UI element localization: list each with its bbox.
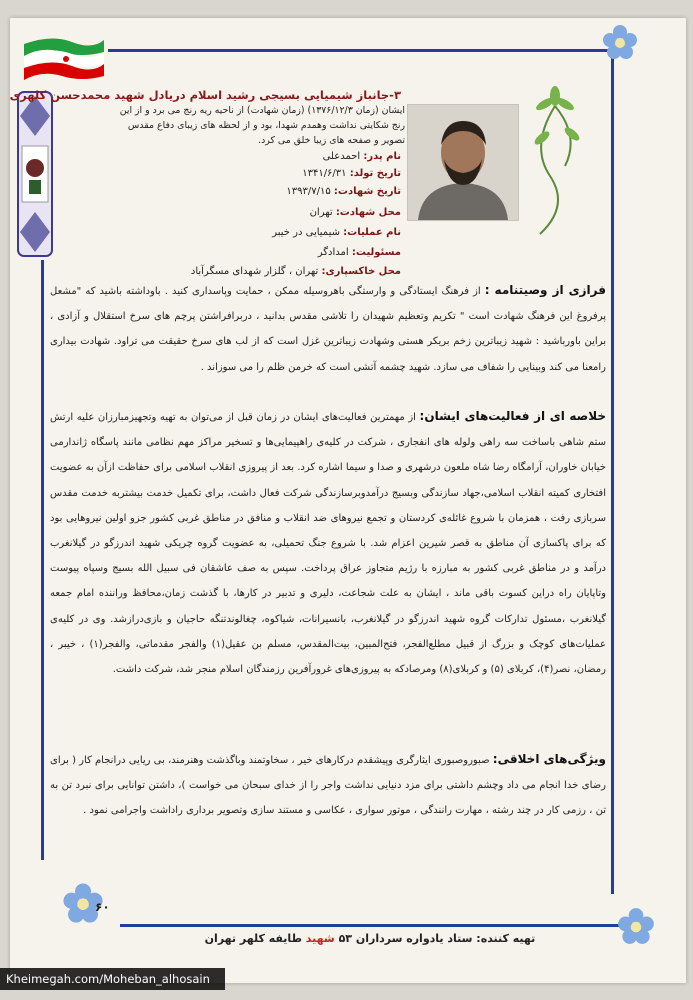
fact-value: ۱۳۹۳/۷/۱۵ [286,186,331,197]
fact-label: مسئولیت: [351,247,401,258]
footer-prefix: تهیه کننده: ستاد یادواره سرداران ۵۳ [338,932,536,945]
fact-label: نام عملیات: [343,227,401,238]
section-heading: خلاصه ای از فعالیت‌های ایشان: [419,409,607,423]
fact-value: ۱۳۴۱/۶/۳۱ [302,168,347,179]
page-title: ۳-جانباز شیمیایی بسیجی رشید اسلام دریادل شهید محمدحسن کلهری [9,88,401,102]
fact-value: تهران ، گلزار شهدای مسگرآباد [190,266,319,277]
page-number: ۶۰ [95,900,110,914]
fact-label: محل خاکسپاری: [321,266,401,277]
will-section [50,278,606,380]
fact-burial-place [191,266,401,277]
traits-section [50,747,606,824]
footer-credit [140,932,600,945]
fact-label: محل شهادت: [335,207,401,218]
section-text: صبوروصبوری ایثارگری وپیشقدم درکارهای خیر ، سخاوتمند وباگذشت وهنرمند، بی ریایی درانجام کار ( برای رضای خدا انجام می داد وچشم داشتی برای مزد دنیایی نداشت واجر را از خدای سبحان می خواست )، داشتن توانایی برای نبرد تن به تن ، رزمی کار در چند رشته ، مهارت رانندگی ، موتور سواری ، عکاسی و مستند سازی وتصویر برداری راداشت واجرامی نمود . [50,755,606,817]
flower-ornament-icon [615,905,657,947]
section-text: از فرهنگ ایستادگی و وارستگی باهروسیله ممکن ، حمایت وپاسداری کنید . باوداشته باشید که "مشعل پرفروغ این فرهنگ شهادت است " تکریم وتعظیم شهیدان را تلاشی مقدس بدانید ، دربرافراشتن پرچم های سرخ استقلال و آزادی ، براین باورباشید : شهید زیباترین زخم بریکر هستی وشهادت زیباترین غزل است که از لب های سرخ حقیقت می تراود. شهادت بیداری رامعنا می کند وبینایی را شفاف می سازد. شهید چشمه آتشی است که خرمن ظلم را می سوزاند . [50,286,606,373]
section-heading: ویژگی‌های اخلاقی: [492,752,606,766]
fact-label: تاریخ شهادت: [333,186,401,197]
fact-value: تهران [309,207,333,218]
frame-border-left [41,260,44,860]
martyr-portrait [407,104,519,221]
fact-father-name [323,151,401,162]
fact-birth-date [302,168,401,179]
fact-value: احمدعلی [322,151,361,162]
fact-martyrdom-place [310,207,401,218]
fact-responsibility [318,247,401,258]
fact-label: تاریخ تولد: [349,168,401,179]
watermark: Kheimegah.com/Moheban_alhosain [0,968,225,990]
frame-border-bottom [120,924,620,927]
fact-operation-name [272,227,401,238]
fact-value: شیمیایی در خیبر [272,227,340,238]
iran-flag-icon [22,36,106,84]
ornament-emblem-icon [14,90,56,258]
intro-text: ایشان (زمان ۱۳۷۶/۱۲/۳) (زمان شهادت) از ناحیه ریه رنج می برد و از این رنج شکایتی نداشت وهمدم شهدا، بود و از لحظه های زیبای دفاع مقدس تصویر و صفحه های زیبا خلق می کرد. [119,105,405,146]
activities-section [50,404,606,682]
flower-ornament-icon [600,22,640,62]
fact-martyrdom-date [286,186,401,197]
frame-border-top [108,49,613,52]
vine-ornament-icon [520,86,590,236]
section-text: از مهمترین فعالیت‌های ایشان در زمان قبل از می‌توان به تهیه وتجهیزمبارزان علیه ارتش ستم شاهی باساخت سه راهی ولوله های انفجاری ، شرکت در کلیه‌ی راهپیمایی‌ها و تسخیر مراکز مهم نظامی مانند پاسگاه ژاندارمی خیابان خاوران، آرامگاه رضا شاه ملعون درشهری و صدا و سیما اشاره کرد. بعد از پیروزی انقلاب اسلامی برای حفاظت ازآن به عضویت افتخاری کمیته انقلاب اسلامی،جهاد سازندگی وبسیج درآمدوبرسازندگی شرکت فعال داشت، برای تکمیل خدمت بیشتربه خدمت مقدس سربازی رفت ، همزمان با شروع غائله‌ی کردستان و تجمع نیروهای ضد انقلاب و منافق در مناطق غربی کشور جزو اولین نیروهایی بود که برای پاکسازی آن مناطق به قصر شیرین اعزام شد. با شروع جنگ تحمیلی، به عضویت گروه چریکی شهید اندرزگو در گیلانغرب درآمد و در مناطق غربی کشور به مبارزه با رژیم متجاوز عراق پرداخت. سپس به صف عاشقان فی سبیل الله بسیج وسپاه پیوست وتاپایان راه دراین کسوت باقی ماند ، ایشان به علت شجاعت، دلیری و تدبیر در کارها، با گذشت زمان،محافظ وراننده امام جمعه گیلانغرب ،مسئول تدارکات گروه شهید اندرزگو در گیلانغرب، بانسیرانات، شیاکوه، چغالوندتنگه حاجیان و بازی‌درازشد. وی در کلیه‌ی عملیات‌های کوچک و بزرگ از قبیل مطلع‌الفجر، فتح‌المبین، بیت‌المقدس، مسلم بن عقیل(۱) والفجر مقدماتی، والفجر(۱) ، خیبر ، رمضان، نصر(۴)، کربلای (۵) و کربلای(۸) ومرصادکه به پیروزی‌های غرورآفرین رزمندگان اسلام منجر شد، شرکت داشت. [50,412,606,676]
fact-label: نام پدر: [363,151,401,162]
frame-border-right [611,49,614,894]
footer-highlight: شهید [305,932,335,945]
footer-suffix: طایفه کلهر تهران [204,932,302,945]
section-heading: فرازی از وصیتنامه : [484,283,606,297]
fact-value: امدادگر [317,247,349,258]
